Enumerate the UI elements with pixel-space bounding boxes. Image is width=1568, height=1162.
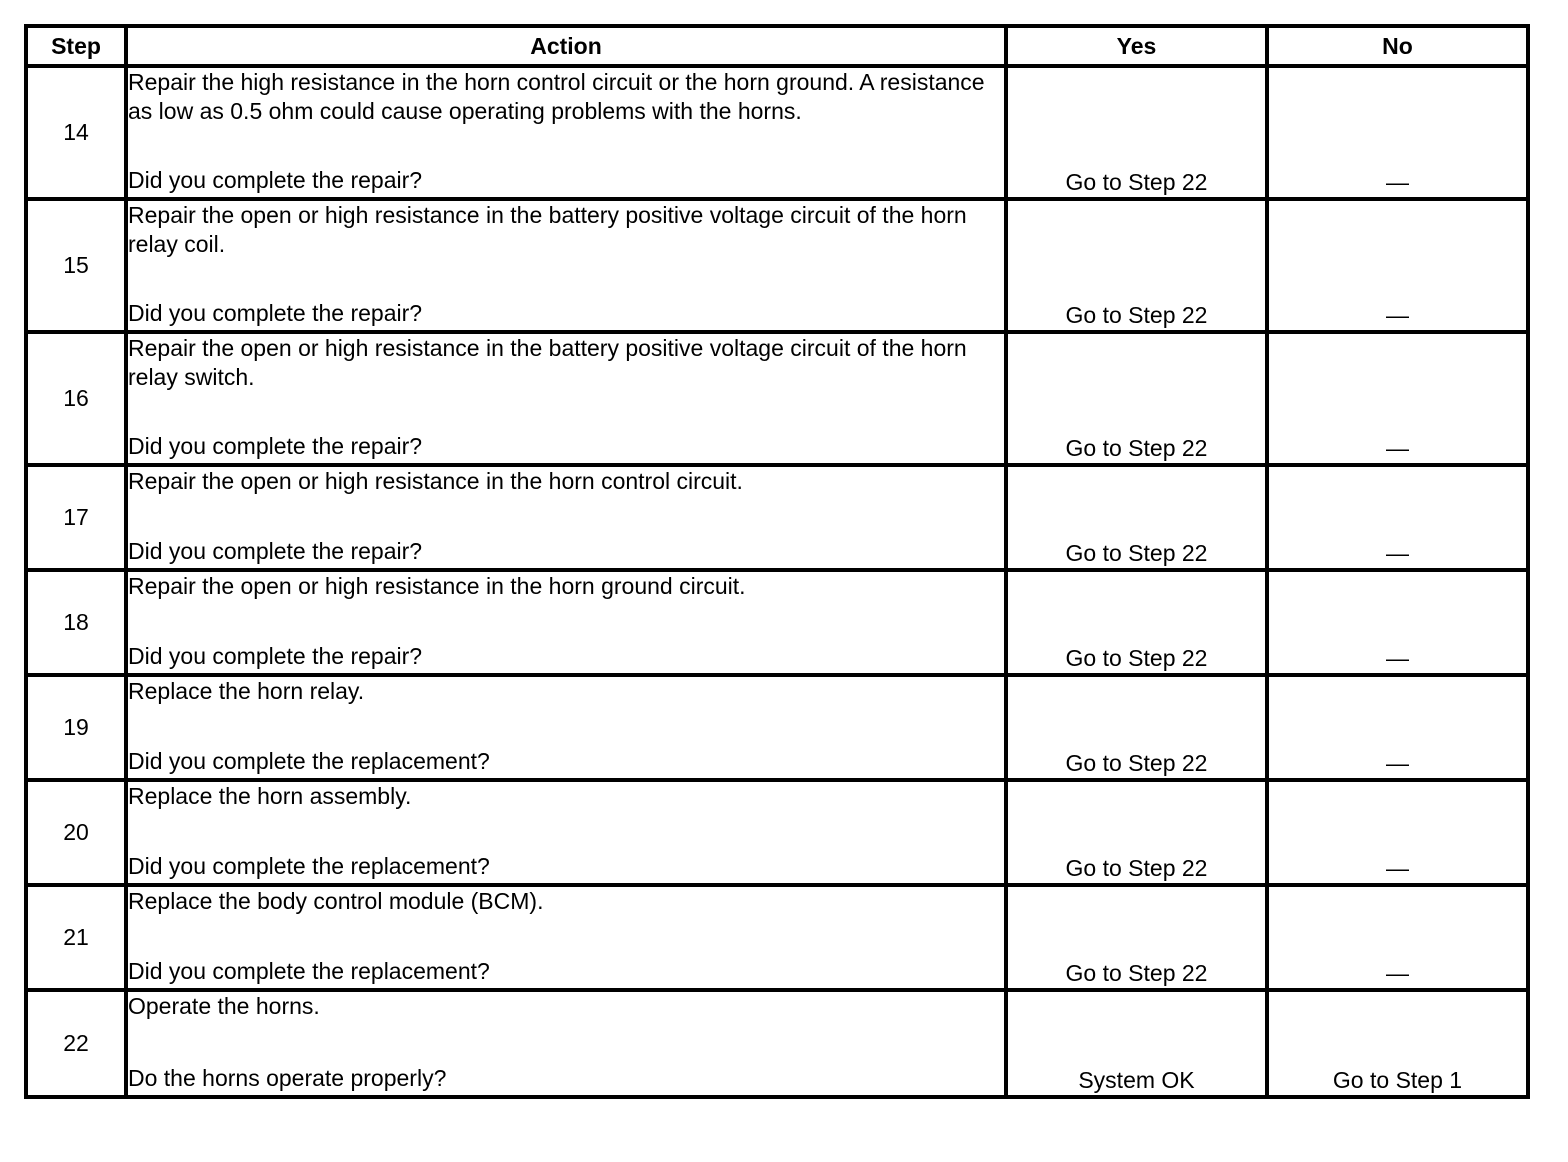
action-cell <box>126 199 1006 332</box>
action-question: Did you complete the replacement? <box>128 748 490 774</box>
action-cell <box>126 66 1006 199</box>
no-result: — <box>1267 199 1528 332</box>
step-number: 15 <box>26 199 126 332</box>
action-text: Repair the open or high resistance in the battery positive voltage circuit of the horn relay switch. <box>128 335 967 390</box>
table-row <box>26 675 1528 780</box>
yes-result: Go to Step 22 <box>1006 199 1267 332</box>
yes-result: Go to Step 22 <box>1006 332 1267 465</box>
action-text: Operate the horns. <box>128 993 320 1019</box>
step-number: 16 <box>26 332 126 465</box>
step-number: 21 <box>26 885 126 990</box>
action-cell <box>126 570 1006 675</box>
step-number: 20 <box>26 780 126 885</box>
action-question: Did you complete the repair? <box>128 643 423 669</box>
yes-result: Go to Step 22 <box>1006 66 1267 199</box>
yes-result: System OK <box>1006 990 1267 1097</box>
action-cell <box>126 990 1006 1097</box>
header-no: No <box>1267 26 1528 66</box>
action-cell <box>126 885 1006 990</box>
no-result: — <box>1267 780 1528 885</box>
step-number: 17 <box>26 465 126 570</box>
no-result: — <box>1267 465 1528 570</box>
step-number: 19 <box>26 675 126 780</box>
step-number: 18 <box>26 570 126 675</box>
table-row <box>26 332 1528 465</box>
table-row <box>26 885 1528 990</box>
table-row <box>26 465 1528 570</box>
action-question: Did you complete the repair? <box>128 433 423 459</box>
no-result: — <box>1267 675 1528 780</box>
table-row <box>26 990 1528 1097</box>
action-question: Did you complete the repair? <box>128 167 423 193</box>
action-text: Replace the horn relay. <box>128 678 365 704</box>
diagnostic-steps-table <box>24 24 1530 1099</box>
action-text: Repair the open or high resistance in the horn control circuit. <box>128 468 743 494</box>
action-question: Did you complete the replacement? <box>128 853 490 879</box>
action-cell <box>126 675 1006 780</box>
yes-result: Go to Step 22 <box>1006 885 1267 990</box>
header-step: Step <box>26 26 126 66</box>
action-text: Repair the high resistance in the horn control circuit or the horn ground. A resistance as low as 0.5 ohm could cause operating problems with the horns. <box>128 69 985 124</box>
table-row <box>26 570 1528 675</box>
action-text: Replace the body control module (BCM). <box>128 888 544 914</box>
yes-result: Go to Step 22 <box>1006 780 1267 885</box>
yes-result: Go to Step 22 <box>1006 570 1267 675</box>
action-cell <box>126 332 1006 465</box>
yes-result: Go to Step 22 <box>1006 465 1267 570</box>
table-row <box>26 199 1528 332</box>
table-row <box>26 66 1528 199</box>
action-cell <box>126 465 1006 570</box>
header-yes: Yes <box>1006 26 1267 66</box>
action-cell <box>126 780 1006 885</box>
action-text: Repair the open or high resistance in the battery positive voltage circuit of the horn relay coil. <box>128 202 967 257</box>
table-header-row <box>26 26 1528 66</box>
action-question: Did you complete the repair? <box>128 538 423 564</box>
step-number: 14 <box>26 66 126 199</box>
header-action: Action <box>126 26 1006 66</box>
no-result: Go to Step 1 <box>1267 990 1528 1097</box>
yes-result: Go to Step 22 <box>1006 675 1267 780</box>
no-result: — <box>1267 885 1528 990</box>
action-question: Did you complete the repair? <box>128 300 423 326</box>
step-number: 22 <box>26 990 126 1097</box>
action-text: Repair the open or high resistance in the horn ground circuit. <box>128 573 746 599</box>
action-question: Do the horns operate properly? <box>128 1065 447 1091</box>
action-question: Did you complete the replacement? <box>128 958 490 984</box>
no-result: — <box>1267 332 1528 465</box>
no-result: — <box>1267 66 1528 199</box>
no-result: — <box>1267 570 1528 675</box>
action-text: Replace the horn assembly. <box>128 783 412 809</box>
table-row <box>26 780 1528 885</box>
